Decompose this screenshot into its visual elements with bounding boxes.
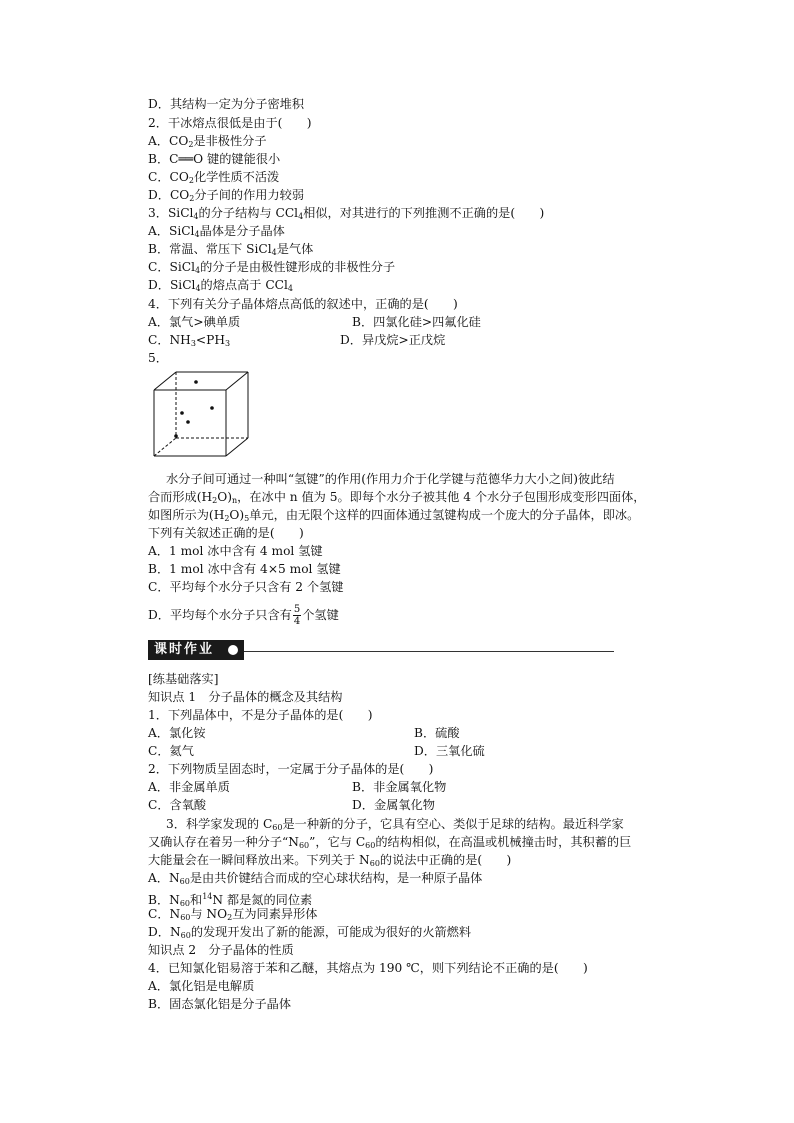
q2-option-c: C．$CO_2$化学性质不活泼 xyxy=(148,170,280,185)
q2-stem: 2．干冰熔点很低是由于( ) xyxy=(148,116,312,130)
q3-stem: 3．SiCl$_4$的分子结构与 CCl$_4$相似，对其进行的下列推测不正确的是( ) xyxy=(148,206,545,221)
q5-option-d: D．平均每个水分子只含有 $\frac{5}{4}$ 个氢键 xyxy=(148,604,339,627)
section-heading: [练基础落实] xyxy=(148,672,219,686)
h4-option-a: A．氯化铝是电解质 xyxy=(148,979,255,993)
q4-option-a: A．氯气>碘单质 xyxy=(148,315,241,329)
h3-line3: 大能量会在一瞬间释放出来。下列关于 $N_{60}$的说法中正确的是( ) xyxy=(148,853,512,868)
banner-label: 课时作业 xyxy=(148,640,244,660)
h4-option-b: B．固态氯化铝是分子晶体 xyxy=(148,997,292,1011)
q5-option-b: B．1 mol 冰中含有 4×5 mol 氢键 xyxy=(148,562,341,576)
q4-stem: 4．下列有关分子晶体熔点高低的叙述中，正确的是( ) xyxy=(148,297,458,311)
ice-cube-figure xyxy=(148,368,258,460)
h2-option-d: D．金属氧化物 xyxy=(352,798,435,812)
knowledge-point-2: 知识点 2 分子晶体的性质 xyxy=(148,943,294,957)
q5-para-line4: 下列有关叙述正确的是( ) xyxy=(148,526,304,540)
h4-stem: 4．已知氯化铝易溶于苯和乙醚，其熔点为 190 ℃，则下列结论不正确的是( ) xyxy=(148,961,588,975)
h2-option-b: B．非金属氧化物 xyxy=(352,780,447,794)
h1-option-a: A．氯化铵 xyxy=(148,726,206,740)
h1-option-b: B．硫酸 xyxy=(414,726,460,740)
q3-option-d: D．SiCl$_4$的熔点高于 CCl$_4$ xyxy=(148,278,293,293)
q5-option-a: A．1 mol 冰中含有 4 mol 氢键 xyxy=(148,544,323,558)
knowledge-point-1: 知识点 1 分子晶体的概念及其结构 xyxy=(148,690,343,704)
h1-stem: 1．下列晶体中，不是分子晶体的是( ) xyxy=(148,708,373,722)
q5-para-line3: 如图所示为$(H_2O)_5$单元，由无限个这样的四面体通过氢键构成一个庞大的分子晶体，即冰。 xyxy=(148,508,640,523)
q4-option-d: D．异戊烷>正戊烷 xyxy=(340,333,446,347)
banner-dot-icon xyxy=(228,645,238,655)
h1-option-c: C．氦气 xyxy=(148,744,194,758)
banner-divider xyxy=(244,651,614,652)
q1-option-d: D．其结构一定为分子密堆积 xyxy=(148,97,305,111)
fraction-five-quarters: $\frac{5}{4}$ xyxy=(293,604,301,627)
h3-line1: 3．科学家发现的 $C_{60}$是一种新的分子，它具有空心、类似于足球的结构。最近科学家 xyxy=(166,817,624,832)
q3-option-c: C．SiCl$_4$的分子是由极性键形成的非极性分子 xyxy=(148,260,396,275)
h3-option-b: B．$N_{60}$和$^{14}$N 都是氮的同位素 xyxy=(148,892,313,908)
h2-option-a: A．非金属单质 xyxy=(148,780,230,794)
q2-option-a: A．$CO_2$是非极性分子 xyxy=(148,134,267,149)
q2-option-b: B．C══O 键的键能很小 xyxy=(148,152,281,166)
q4-option-c: C．$NH_3<PH_3$ xyxy=(148,333,231,348)
q5-para-line2: 合而形成$(H_2O)_n$，在冰中 n 值为 5。即每个水分子被其他 4 个水分子包围形成变形四面体， xyxy=(148,490,646,505)
h2-option-c: C．含氧酸 xyxy=(148,798,207,812)
q5-number: 5． xyxy=(148,351,168,365)
h2-stem: 2．下列物质呈固态时，一定属于分子晶体的是( ) xyxy=(148,762,434,776)
q3-option-a: A．SiCl$_4$晶体是分子晶体 xyxy=(148,224,285,239)
q2-option-d: D．$CO_2$分子间的作用力较弱 xyxy=(148,188,305,203)
h3-option-c: C．$N_{60}$与 $NO_2$互为同素异形体 xyxy=(148,907,318,922)
q5-option-c: C．平均每个水分子只含有 2 个氢键 xyxy=(148,580,344,594)
q3-option-b: B．常温、常压下 SiCl$_4$是气体 xyxy=(148,242,314,257)
q5-para-line1: 水分子间可通过一种叫“氢键”的作用(作用力介于化学键与范德华力大小之间)彼此结 xyxy=(166,472,615,486)
h3-option-a: A．$N_{60}$是由共价键结合而成的空心球状结构，是一种原子晶体 xyxy=(148,871,483,886)
h3-option-d: D．$N_{60}$的发现开发出了新的能源，可能成为很好的火箭燃料 xyxy=(148,925,472,940)
q4-option-b: B．四氯化硅>四氟化硅 xyxy=(352,315,481,329)
h3-line2: 又确认存在着另一种分子“$N_{60}$”，它与 $C_{60}$的结构相似，在高温或机械撞击时，其积蓄的巨 xyxy=(148,835,632,850)
h1-option-d: D．三氧化硫 xyxy=(414,744,485,758)
